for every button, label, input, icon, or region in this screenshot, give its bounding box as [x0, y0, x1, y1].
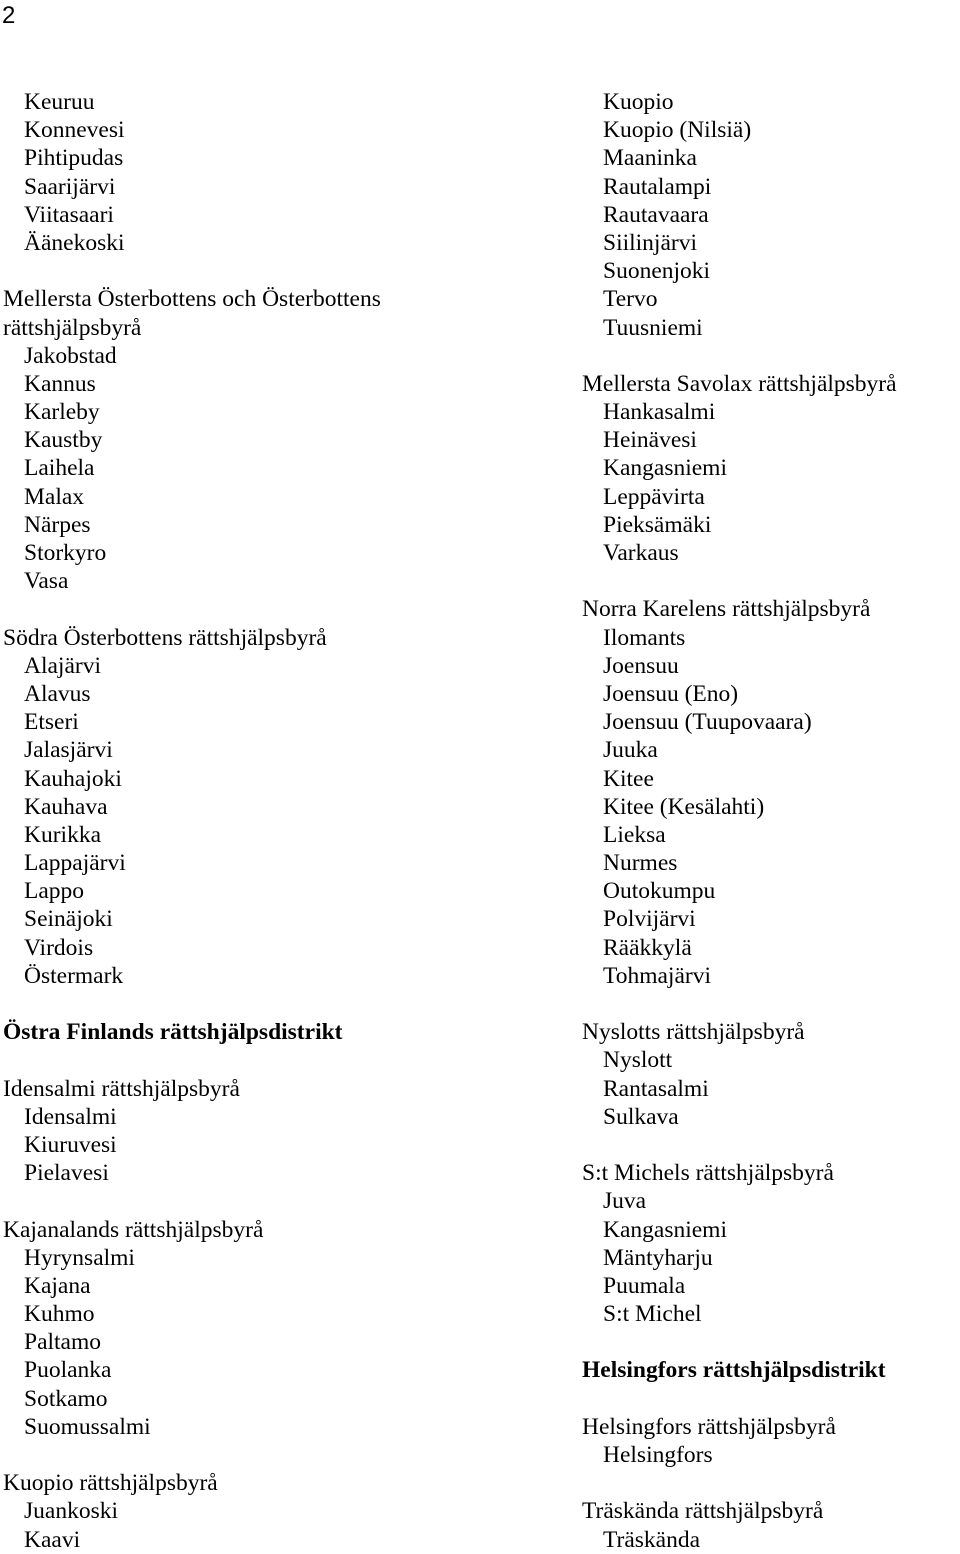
municipality-item: Siilinjärvi	[603, 229, 697, 256]
municipality-item: Hankasalmi	[603, 399, 716, 426]
municipality-item: Rantasalmi	[603, 1075, 709, 1102]
municipality-item: Kurikka	[24, 821, 102, 848]
municipality-item: Kiuruvesi	[24, 1131, 117, 1158]
municipality-item: Kangasniemi	[603, 455, 727, 482]
left-column	[3, 88, 563, 1554]
municipality-item: Saarijärvi	[24, 173, 116, 200]
municipality-item: Suonenjoki	[603, 258, 711, 285]
municipality-item: Konnevesi	[24, 117, 125, 144]
spacer	[3, 595, 563, 623]
spacer	[3, 1187, 563, 1215]
municipality-item: Rautavaara	[603, 201, 709, 228]
office-heading: Kajanalands rättshjälpsbyrå	[3, 1216, 264, 1243]
spacer	[582, 1385, 960, 1413]
municipality-item: Hyrynsalmi	[24, 1244, 135, 1271]
municipality-item: Äänekoski	[24, 229, 125, 256]
municipality-item: Puumala	[603, 1272, 686, 1299]
municipality-item: Kuopio	[603, 89, 674, 115]
municipality-item: Joensuu	[603, 652, 679, 679]
office-heading: Kuopio rättshjälpsbyrå	[3, 1470, 218, 1497]
office-heading: Norra Karelens rättshjälpsbyrå	[582, 596, 871, 623]
spacer	[582, 990, 960, 1018]
municipality-item: Kajana	[24, 1272, 91, 1299]
office-heading: S:t Michels rättshjälpsbyrå	[582, 1160, 834, 1187]
municipality-item: Juankoski	[24, 1498, 118, 1525]
municipality-item: Jalasjärvi	[24, 737, 113, 764]
municipality-item: Nyslott	[603, 1047, 673, 1074]
municipality-item: Kitee (Kesälahti)	[603, 793, 765, 820]
spacer	[3, 990, 563, 1018]
municipality-item: Lappo	[24, 878, 85, 905]
municipality-item: Kitee	[603, 765, 654, 792]
municipality-item: Kannus	[24, 370, 96, 397]
municipality-item: Pieksämäki	[603, 511, 712, 538]
municipality-item: Kauhava	[24, 793, 108, 820]
municipality-item: Lieksa	[603, 821, 666, 848]
office-heading: Mellersta Österbottens och Österbottens	[3, 286, 381, 313]
municipality-item: Viitasaari	[24, 201, 114, 228]
municipality-item: Keuruu	[24, 89, 95, 115]
municipality-item: Sotkamo	[24, 1385, 108, 1412]
municipality-item: Pielavesi	[24, 1160, 109, 1187]
office-heading: rättshjälpsbyrå	[3, 314, 142, 341]
municipality-item: Pihtipudas	[24, 145, 124, 172]
municipality-item: Paltamo	[24, 1329, 102, 1356]
municipality-item: Kauhajoki	[24, 765, 122, 792]
municipality-item: Juva	[603, 1188, 647, 1215]
spacer	[582, 567, 960, 595]
municipality-item: Malax	[24, 483, 85, 510]
spacer	[3, 257, 563, 285]
municipality-item: Ilomants	[603, 624, 686, 651]
municipality-item: Alavus	[24, 680, 91, 707]
municipality-item: Outokumpu	[603, 878, 716, 905]
office-heading: Helsingfors rättshjälpsbyrå	[582, 1413, 836, 1440]
office-heading: Nyslotts rättshjälpsbyrå	[582, 1019, 805, 1046]
municipality-item: Närpes	[24, 511, 91, 538]
municipality-item: Träskända	[603, 1526, 701, 1553]
municipality-item: Etseri	[24, 709, 79, 736]
municipality-item: Tuusniemi	[603, 314, 703, 341]
municipality-item: Heinävesi	[603, 427, 697, 454]
right-column	[582, 88, 960, 1554]
municipality-item: Jakobstad	[24, 342, 117, 369]
office-heading: Idensalmi rättshjälpsbyrå	[3, 1075, 240, 1102]
municipality-item: Kuhmo	[24, 1301, 95, 1328]
municipality-item: Storkyro	[24, 540, 107, 566]
municipality-item: Nurmes	[603, 850, 678, 877]
municipality-item: Tervo	[603, 286, 658, 313]
municipality-item: Rääkkylä	[603, 934, 692, 961]
district-heading: Helsingfors rättshjälpsdistrikt	[582, 1357, 886, 1384]
municipality-item: Varkaus	[603, 540, 679, 566]
spacer	[3, 1441, 563, 1469]
office-heading: Mellersta Savolax rättshjälpsbyrå	[582, 370, 897, 397]
office-heading: Träskända rättshjälpsbyrå	[582, 1498, 824, 1525]
municipality-item: Idensalmi	[24, 1103, 117, 1130]
municipality-item: Karleby	[24, 399, 100, 426]
municipality-item: Kuopio (Nilsiä)	[603, 117, 752, 144]
spacer	[582, 342, 960, 370]
municipality-item: Laihela	[24, 455, 95, 482]
spacer	[582, 1469, 960, 1497]
municipality-item: Rautalampi	[603, 173, 712, 200]
municipality-item: Suomussalmi	[24, 1413, 151, 1440]
municipality-item: Maaninka	[603, 145, 697, 172]
municipality-item: Kangasniemi	[603, 1216, 727, 1243]
municipality-item: Leppävirta	[603, 483, 705, 510]
municipality-item: Sulkava	[603, 1103, 679, 1130]
municipality-item: Vasa	[24, 568, 69, 595]
municipality-item: Joensuu (Tuupovaara)	[603, 709, 812, 736]
municipality-item: Tohmajärvi	[603, 962, 711, 989]
municipality-item: Kaavi	[24, 1526, 81, 1553]
municipality-item: Seinäjoki	[24, 906, 113, 933]
municipality-item: Helsingfors	[603, 1442, 713, 1468]
municipality-item: Kaustby	[24, 427, 103, 454]
municipality-item: Polvijärvi	[603, 906, 696, 933]
municipality-item: Virdois	[24, 934, 94, 961]
municipality-item: Joensuu (Eno)	[603, 680, 739, 707]
spacer	[582, 1328, 960, 1356]
municipality-item: Alajärvi	[24, 652, 101, 679]
municipality-item: Lappajärvi	[24, 850, 126, 877]
office-heading: Södra Österbottens rättshjälpsbyrå	[3, 624, 327, 651]
page-number: 2	[2, 2, 16, 29]
spacer	[3, 1046, 563, 1074]
municipality-item: Östermark	[24, 962, 124, 989]
municipality-item: Mäntyharju	[603, 1244, 713, 1271]
municipality-item: S:t Michel	[603, 1301, 702, 1328]
district-heading: Östra Finlands rättshjälpsdistrikt	[3, 1019, 343, 1046]
spacer	[582, 1131, 960, 1159]
municipality-item: Juuka	[603, 737, 658, 764]
municipality-item: Puolanka	[24, 1357, 112, 1384]
